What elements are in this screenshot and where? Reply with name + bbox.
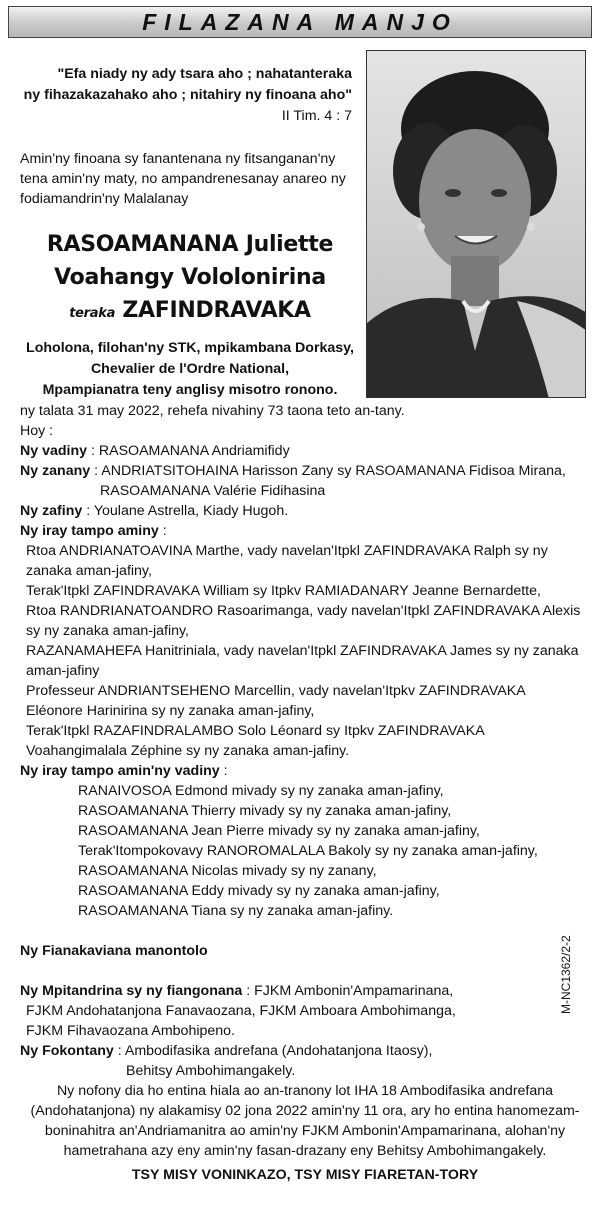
sibling-line: RAZANAMAHEFA Hanitriniala, vady navelan'Itpkl ZAFINDRAVAKA James sy ny zanaka xyxy=(26,643,579,659)
spouse-value: : RASOAMANANA Andriamifidy xyxy=(87,443,290,459)
whole-family-line: Ny Fianakaviana manontolo xyxy=(20,943,208,959)
hoy-label: Hoy : xyxy=(20,423,54,439)
family-name: ZAFINDRAVAKA xyxy=(122,298,311,323)
pastors-continued: FJKM Andohatanjona Fanavaozana, FJKM Amboara Ambohimanga, xyxy=(26,1003,456,1019)
closing-line: boninahitra an'Andriamanitra ao amin'ny FJKM Ambonin'Ampamarinana, alohan'ny xyxy=(44,1123,566,1139)
portrait-photo xyxy=(366,50,586,398)
spacer xyxy=(20,961,590,981)
closing-line: (Andohatanjona) ny alakamisy 02 jona 2022 amin'ny 11 ora, ary ho entina hanomezam- xyxy=(30,1103,580,1119)
closing-line: Ny nofony dia ho entina hiala ao an-tranony lot IHA 18 Ambodifasika andrefana xyxy=(56,1083,554,1099)
grandchildren-value: : Youlane Astrella, Kiady Hugoh. xyxy=(82,503,289,519)
deceased-name xyxy=(20,228,360,330)
grandchildren-entry xyxy=(20,501,590,521)
deceased-titles xyxy=(20,338,360,401)
quote-line-1: "Efa niady ny ady tsara aho ; nahatanteraka xyxy=(57,66,352,82)
title-line: Mpampianatra teny anglisy misotro ronono. xyxy=(42,382,338,398)
sibling-line: Rtoa ANDRIANATOAVINA Marthe, vady navelan'Itpkl ZAFINDRAVAKA Ralph sy ny xyxy=(26,543,548,559)
sibling-line: sy ny zanaka aman-jafiny, xyxy=(26,623,189,639)
intro-paragraph xyxy=(20,149,360,209)
name-line-1: RASOAMANANA Juliette xyxy=(46,232,334,257)
footer-notice: TSY MISY VONINKAZO, TSY MISY FIARETAN-TORY xyxy=(131,1167,479,1183)
spouse-label: Ny vadiny xyxy=(20,443,88,459)
in-laws-heading xyxy=(20,761,590,781)
teraka-label: teraka xyxy=(69,306,116,321)
quote-line-2: ny fihazakazahako aho ; nitahiry ny finoana aho" xyxy=(23,87,352,103)
quote-reference: II Tim. 4 : 7 xyxy=(281,108,352,124)
fokontany-value: : Ambodifasika andrefana (Andohatanjona Itaosy), xyxy=(113,1043,433,1059)
children-continued: RASOAMANANA Valérie Fidihasina xyxy=(100,483,326,499)
siblings-colon: : xyxy=(158,523,167,539)
pastors-label: Ny Mpitandrina sy ny fiangonana xyxy=(20,983,243,999)
sibling-line: Terak'Itpkl ZAFINDRAVAKA William sy Itpkv RAMIADANARY Jeanne Bernardette, xyxy=(26,583,541,599)
closing-line: hametrahana azy eny amin'ny fasan-drazany eny Behitsy Ambohimangakely. xyxy=(63,1143,547,1159)
fokontany-continued: Behitsy Ambohimangakely. xyxy=(126,1063,296,1079)
in-law-line: RANAIVOSOA Edmond mivady sy ny zanaka aman-jafiny, xyxy=(78,783,444,799)
children-label: Ny zanany xyxy=(20,463,91,479)
sibling-line: aman-jafiny xyxy=(26,663,100,679)
title-line: Chevalier de l'Ordre National, xyxy=(90,361,290,377)
in-law-line: RASOAMANANA Eddy mivady sy ny zanaka aman-jafiny, xyxy=(78,883,440,899)
in-law-line: Terak'Itompokovavy RANOROMALALA Bakoly sy ny zanaka aman-jafiny, xyxy=(78,843,538,859)
children-value: : ANDRIATSITOHAINA Harisson Zany sy RASOAMANANA Fidisoa Mirana, xyxy=(90,463,566,479)
intro-line: tena amin'ny maty, no ampandrenesanay anareo ny xyxy=(20,171,346,187)
header-banner xyxy=(8,6,592,38)
siblings-heading xyxy=(20,521,590,541)
in-law-line: RASOAMANANA Tiana sy ny zanaka aman-jafiny. xyxy=(78,903,394,919)
intro-line: Amin'ny finoana sy fanantenana ny fitsanganan'ny xyxy=(20,151,336,167)
pastors-entry xyxy=(20,981,590,1001)
side-reference-code: M-NC1362/2-2 xyxy=(559,935,573,1014)
bible-quote xyxy=(22,64,352,127)
in-laws-label: Ny iray tampo amin'ny vadiny xyxy=(20,763,220,779)
siblings-label: Ny iray tampo aminy xyxy=(20,523,159,539)
pastors-continued: FJKM Fihavaozana Ambohipeno. xyxy=(26,1023,235,1039)
title-line: Loholona, filohan'ny STK, mpikambana Dorkasy, xyxy=(26,340,354,356)
fokontany-entry xyxy=(20,1041,590,1061)
children-entry xyxy=(20,461,590,481)
announcement-body xyxy=(20,401,590,1185)
sibling-line: Professeur ANDRIANTSEHENO Marcellin, vady navelan'Itpkv ZAFINDRAVAKA xyxy=(26,683,526,699)
portrait-illustration xyxy=(367,51,586,398)
in-law-line: RASOAMANANA Thierry mivady sy ny zanaka aman-jafiny, xyxy=(78,803,452,819)
death-date-line: ny talata 31 may 2022, rehefa nivahiny 73 taona teto an-tany. xyxy=(20,403,405,419)
name-line-2: Voahangy Vololonirina xyxy=(54,265,326,290)
in-laws-colon: : xyxy=(219,763,228,779)
header-title: FILAZANA MANJO xyxy=(142,9,458,35)
sibling-line: zanaka aman-jafiny, xyxy=(26,563,152,579)
grandchildren-label: Ny zafiny xyxy=(20,503,83,519)
intro-line: fodiamandrin'ny Malalanay xyxy=(20,191,189,207)
sibling-line: Rtoa RANDRIANATOANDRO Rasoarimanga, vady navelan'Itpkl ZAFINDRAVAKA Alexis xyxy=(26,603,581,619)
closing-paragraph xyxy=(20,1081,590,1161)
in-law-line: RASOAMANANA Nicolas mivady sy ny zanany, xyxy=(78,863,377,879)
sibling-line: Terak'Itpkl RAZAFINDRALAMBO Solo Léonard sy Itpkv ZAFINDRAVAKA xyxy=(26,723,485,739)
in-law-line: RASOAMANANA Jean Pierre mivady sy ny zanaka aman-jafiny, xyxy=(78,823,480,839)
spouse-entry xyxy=(20,441,590,461)
name-line-3 xyxy=(20,294,360,330)
sibling-line: Eléonore Harinirina sy ny zanaka aman-jafiny, xyxy=(26,703,315,719)
spacer xyxy=(20,921,590,941)
fokontany-label: Ny Fokontany xyxy=(20,1043,114,1059)
pastors-value: : FJKM Ambonin'Ampamarinana, xyxy=(242,983,454,999)
sibling-line: Voahangimalala Zéphine sy ny zanaka aman-jafiny. xyxy=(26,743,350,759)
